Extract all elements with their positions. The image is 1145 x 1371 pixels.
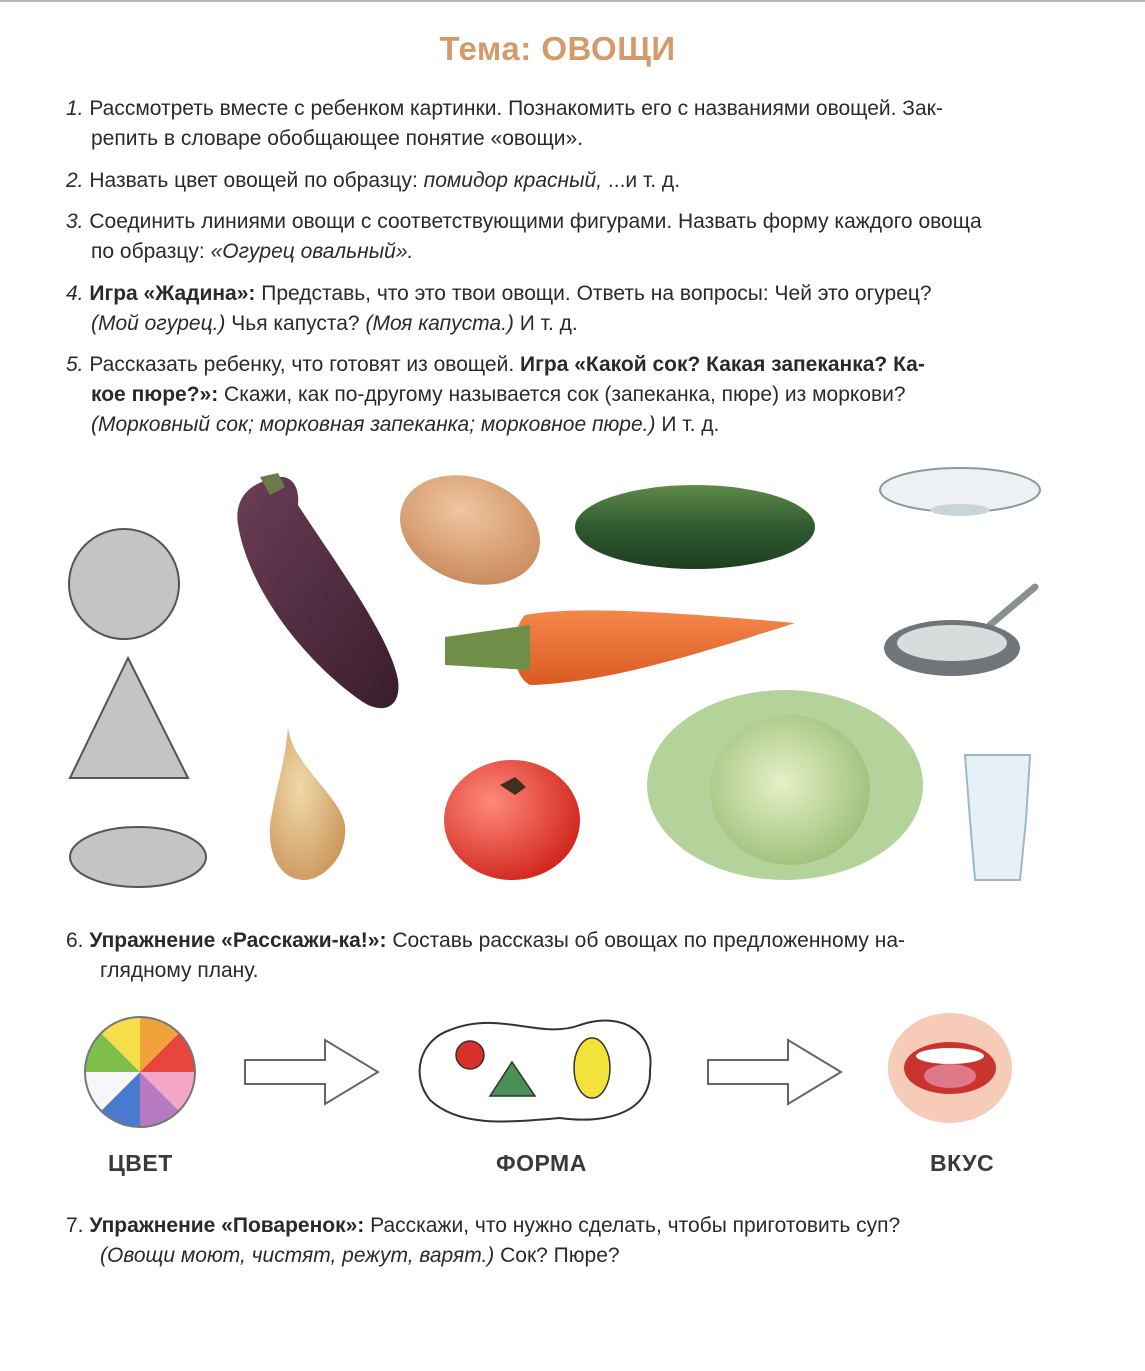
task-2-example: помидор красный, (423, 169, 603, 192)
task-number: 1. (66, 97, 84, 120)
utensils-illustration (870, 465, 1050, 895)
task-number: 7. (66, 1214, 84, 1237)
task-5-game-2: кое пюре?»: (91, 383, 219, 406)
color-wheel-icon (85, 1017, 195, 1127)
task-5 (66, 350, 1066, 440)
arrow-right-icon (245, 1040, 378, 1104)
carrot-image (445, 610, 795, 685)
page-title: Тема: ОВОЩИ (439, 30, 676, 67)
plan-shape-label: ФОРМА (496, 1150, 587, 1176)
task-7-answer: (Овощи моют, чистят, режут, варят.) (100, 1244, 495, 1267)
task-number: 2. (66, 169, 84, 192)
shapes-column (60, 520, 220, 900)
task-3-example: «Огурец овальный». (210, 240, 414, 263)
plan-color-label: ЦВЕТ (108, 1150, 173, 1176)
mouth-icon (888, 1013, 1012, 1123)
task-4-game: Игра «Жадина»: (89, 282, 256, 305)
frying-pan-image (884, 587, 1035, 676)
task-7-line1: Расскажи, что нужно сделать, чтобы приготовить суп? (370, 1214, 901, 1237)
vegetables-illustration (230, 465, 930, 895)
task-number: 4. (66, 282, 84, 305)
task-4-mid: Чья капуста? (231, 312, 360, 335)
plate-image (880, 468, 1040, 516)
onion-image (270, 727, 345, 880)
task-7-tail: Сок? Пюре? (500, 1244, 620, 1267)
eggplant-image (237, 473, 398, 708)
task-2-text: Назвать цвет овощей по образцу: (89, 169, 418, 192)
potato-image (385, 465, 556, 603)
task-1 (66, 94, 1066, 154)
task-6-line1: Составь рассказы об овощах по предложенному на- (392, 929, 905, 952)
task-5-line1: Рассказать ребенку, что готовят из овощей. (89, 353, 515, 376)
plan-taste-label: ВКУС (930, 1150, 995, 1176)
task-7-name: Упражнение «Поваренок»: (89, 1214, 365, 1237)
top-border (0, 0, 1145, 2)
task-3 (66, 207, 1066, 267)
story-plan-diagram (80, 1010, 1060, 1130)
task-2-tail: ...и т. д. (607, 169, 681, 192)
task-3-line1: Соединить линиями овощи с соответствующими фигурами. Назвать форму каждого овоща (89, 210, 982, 233)
task-4 (66, 279, 1066, 339)
task-number: 3. (66, 210, 84, 233)
task-6 (66, 926, 1066, 986)
task-4-answer-2: (Моя капуста.) (365, 312, 514, 335)
task-5-line2: Скажи, как по-другому называется сок (запеканка, пюре) из моркови? (224, 383, 906, 406)
cucumber-image (575, 485, 815, 569)
task-6-name: Упражнение «Расскажи-ка!»: (89, 929, 387, 952)
task-1-line1: Рассмотреть вместе с ребенком картинки. Познакомить его с названиями овощей. Зак- (89, 97, 943, 120)
task-2 (66, 166, 1066, 196)
task-4-answer-1: (Мой огурец.) (91, 312, 226, 335)
triangle-shape (70, 658, 188, 778)
task-7 (66, 1211, 1066, 1271)
task-5-tail: И т. д. (661, 413, 720, 436)
circle-shape (69, 529, 179, 639)
task-1-line2: репить в словаре обобщающее понятие «овощи». (91, 127, 584, 150)
task-5-answer: (Морковный сок; морковная запеканка; морковное пюре.) (91, 413, 656, 436)
task-5-game-1: Игра «Какой сок? Какая запеканка? Ка- (520, 353, 925, 376)
oval-shape (70, 827, 206, 887)
task-6-line2: глядному плану. (100, 959, 259, 982)
task-4-tail: И т. д. (519, 312, 578, 335)
tomato-image (444, 760, 580, 880)
task-number: 6. (66, 929, 84, 952)
task-4-line1: Представь, что это твои овощи. Ответь на вопросы: Чей это огурец? (261, 282, 932, 305)
task-3-line2: по образцу: (91, 240, 205, 263)
glass-image (965, 755, 1030, 880)
shapes-blob-icon (420, 1021, 651, 1122)
task-number: 5. (66, 353, 84, 376)
arrow-right-icon (708, 1040, 841, 1104)
